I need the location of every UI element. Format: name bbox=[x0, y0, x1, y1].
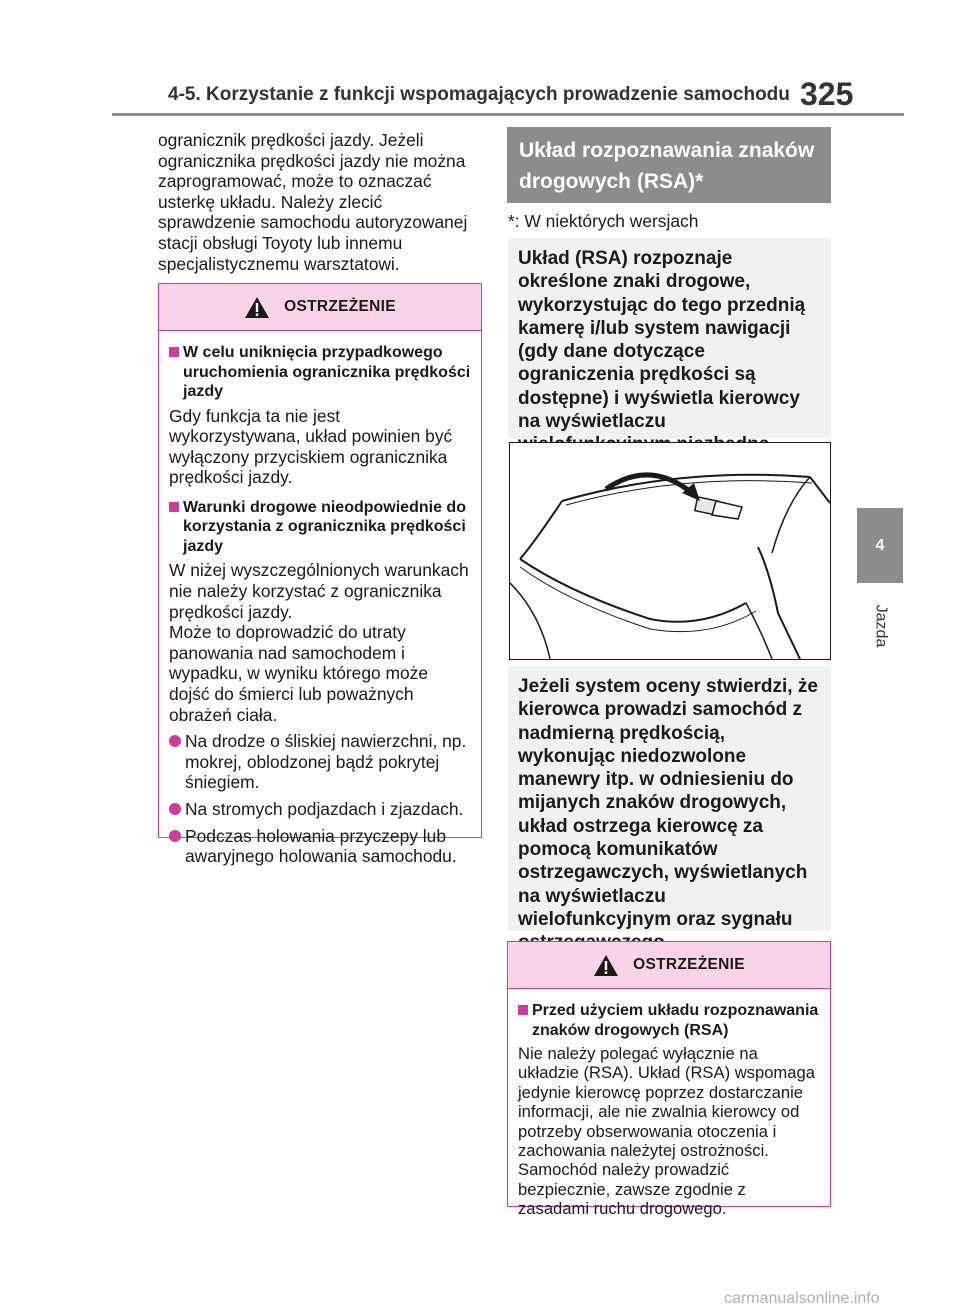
warning-bullet: Podczas holowania przyczepy lub awaryjnego holowania samochodu. bbox=[169, 826, 471, 867]
warning-subheading: Przed użyciem układu rozpoznawania znaków drogowych (RSA) bbox=[518, 1001, 820, 1040]
warning-title: OSTRZEŻENIE bbox=[284, 298, 396, 315]
round-bullet-icon bbox=[169, 735, 181, 747]
warning-body bbox=[159, 331, 481, 877]
chapter-number: 4 bbox=[875, 536, 885, 554]
intro-paragraph: ogranicznik prędkości jazdy. Jeżeli ogranicznika prędkości jazdy nie można zaprogramować, może to oznaczać usterkę układu. Należy zlecić sprawdzenie samochodu autoryzowanej stacji obsługi Toyoty lub innemu specjalistycznemu warsztatowi. bbox=[158, 130, 468, 274]
square-bullet-icon bbox=[518, 1005, 528, 1015]
square-bullet-icon bbox=[169, 502, 179, 512]
section-heading-rsa: Układ rozpoznawania znaków drogowych (RSA)* bbox=[507, 127, 831, 203]
warning-bullet: Na drodze o śliskiej nawierzchni, np. mokrej, oblodzonej bądź pokrytej śniegiem. bbox=[169, 731, 471, 793]
warning-bullet: Na stromych podjazdach i zjazdach. bbox=[169, 799, 471, 820]
warning-header bbox=[159, 284, 481, 331]
round-bullet-icon bbox=[169, 803, 181, 815]
windshield-camera-illustration bbox=[509, 442, 831, 660]
warning-subheading: W celu uniknięcia przypadkowego uruchomienia ogranicznika prędkości jazdy bbox=[169, 343, 471, 402]
warning-title: OSTRZEŻENIE bbox=[633, 956, 745, 973]
header-title: 4-5. Korzystanie z funkcji wspomagających prowadzenie samochodu bbox=[168, 84, 790, 105]
rsa-warning-panel: Jeżeli system oceny stwierdzi, że kierowca prowadzi samochód z nadmierną prędkością, wykonując niedozwolone manewry itp. w odniesieniu do mijanych znaków drogowych, układ ostrzega kierowcę za pomocą komunikatów ostrzegawczych, wyświetlanych na wyświetlaczu wielofunkcyjnym oraz sygnału bbox=[508, 666, 831, 931]
warning-paragraph: Gdy funkcja ta nie jest wykorzystywana, układ powinien być wyłączony przyciskiem ogranicznika prędkości jazdy. bbox=[169, 405, 453, 488]
header-rule bbox=[112, 113, 904, 116]
square-bullet-icon bbox=[169, 347, 179, 357]
rsa-description-panel: Układ (RSA) rozpoznaje określone znaki drogowe, wykorzystując do tego przednią kamerę i/lub system nawigacji (gdy dane dotyczące ograniczenia prędkości są dostępne) i wyświetla kierowcy na wyświetlaczu bbox=[508, 238, 831, 438]
footnote: *: W niektórych wersjach bbox=[508, 211, 699, 231]
warning-subheading: Warunki drogowe nieodpowiednie do korzystania z ogranicznika prędkości jazdy bbox=[169, 498, 471, 557]
warning-paragraph: W niżej wyszczególnionych warunkach nie należy korzystać z ogranicznika prędkości jazdy. bbox=[169, 560, 469, 622]
warning-box-speed-limiter bbox=[158, 283, 482, 867]
warning-triangle-icon bbox=[593, 954, 619, 977]
warning-header bbox=[508, 942, 830, 989]
warning-box-rsa bbox=[507, 941, 831, 1219]
chapter-tab[interactable] bbox=[857, 508, 903, 583]
chapter-label: Jazda bbox=[871, 604, 889, 648]
warning-body bbox=[508, 989, 830, 1229]
warning-paragraph: Nie należy polegać wyłącznie na układzie (RSA). Układ (RSA) wspomaga jedynie kierowcę poprzez dostarczanie informacji, ale nie zwalnia kierowcy od potrzeby obserwowania otoczenia i zachowania należytej ostrożności. Samochód należy prowadzić bezpiecznie, zawsze zgodnie z zasadami ruchu drogowego. bbox=[518, 1044, 815, 1219]
watermark: carmanualsonline.info bbox=[724, 1290, 880, 1307]
warning-paragraph: Może to doprowadzić do utraty panowania nad samochodem i wypadku, w wyniku którego może dojść do śmierci lub poważnych obrażeń ciała. bbox=[169, 622, 429, 725]
page-number: 325 bbox=[800, 76, 854, 112]
round-bullet-icon bbox=[169, 830, 181, 842]
warning-triangle-icon bbox=[244, 296, 270, 319]
